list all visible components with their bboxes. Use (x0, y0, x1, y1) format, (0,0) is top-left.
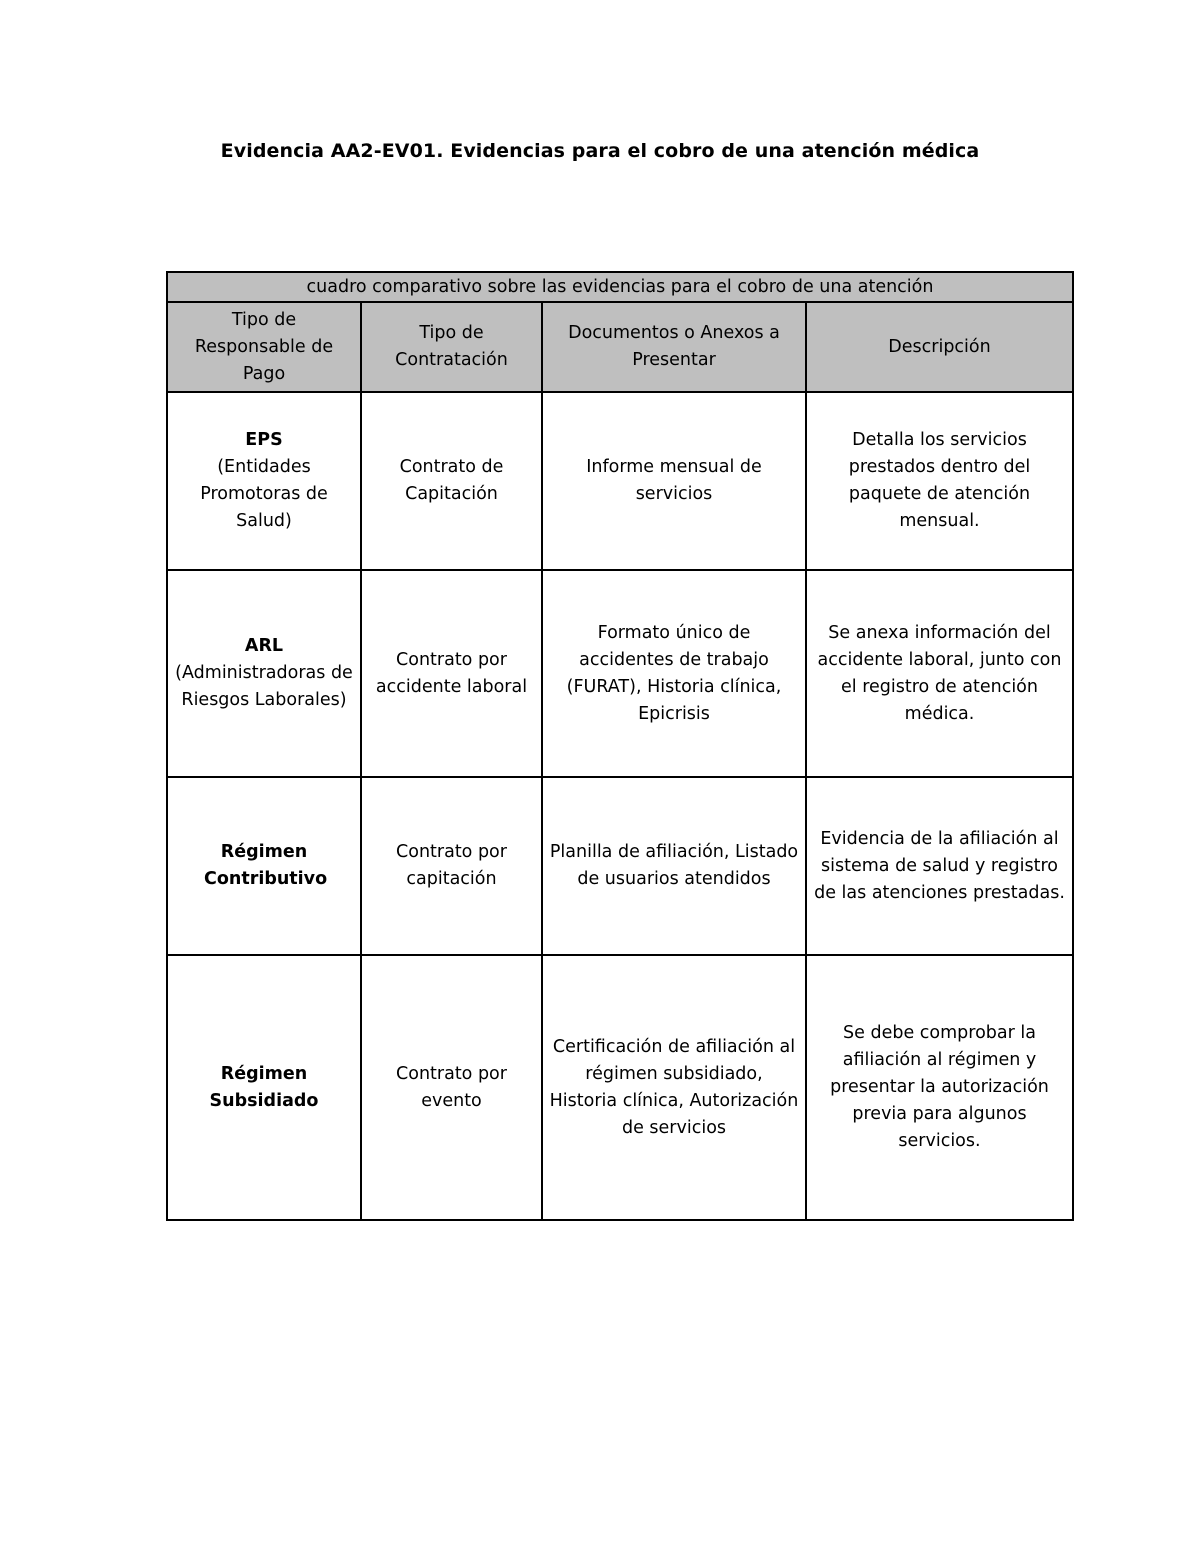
comparison-table (166, 271, 1074, 1221)
table-row (167, 570, 1073, 777)
cell-descripcion: Detalla los servicios prestados dentro del paquete de atención mensual. (806, 392, 1073, 570)
header-contratacion: Tipo de Contratación (361, 302, 542, 392)
header-descripcion: Descripción (806, 302, 1073, 392)
cell-descripcion: Se anexa información del accidente laboral, junto con el registro de atención médica. (806, 570, 1073, 777)
cell-documentos: Planilla de afiliación, Listado de usuarios atendidos (542, 777, 806, 955)
header-responsable: Tipo de Responsable de Pago (167, 302, 361, 392)
cell-descripcion: Evidencia de la afiliación al sistema de salud y registro de las atenciones prestadas. (806, 777, 1073, 955)
cell-documentos: Certificación de afiliación al régimen subsidiado, Historia clínica, Autorización de servicios (542, 955, 806, 1220)
responsable-name: Régimen Contributivo (204, 842, 328, 889)
cell-contratacion: Contrato de Capitación (361, 392, 542, 570)
cell-responsable (167, 570, 361, 777)
cell-responsable (167, 955, 361, 1220)
cell-descripcion: Se debe comprobar la afiliación al régimen y presentar la autorización previa para algunos servicios. (806, 955, 1073, 1220)
cell-contratacion: Contrato por accidente laboral (361, 570, 542, 777)
table-row (167, 392, 1073, 570)
cell-documentos: Informe mensual de servicios (542, 392, 806, 570)
cell-contratacion: Contrato por evento (361, 955, 542, 1220)
responsable-name: ARL (244, 636, 284, 656)
document-title: Evidencia AA2-EV01. Evidencias para el cobro de una atención médica (220, 140, 980, 162)
table-caption: cuadro comparativo sobre las evidencias para el cobro de una atención (167, 272, 1073, 302)
table-caption-row (167, 272, 1073, 302)
responsable-name: EPS (245, 430, 283, 450)
cell-responsable (167, 777, 361, 955)
cell-contratacion: Contrato por capitación (361, 777, 542, 955)
header-documentos: Documentos o Anexos a Presentar (542, 302, 806, 392)
responsable-detail: (Entidades Promotoras de Salud) (200, 457, 328, 531)
cell-responsable (167, 392, 361, 570)
table-row (167, 955, 1073, 1220)
responsable-detail: (Administradoras de Riesgos Laborales) (175, 663, 353, 710)
table-header-row (167, 302, 1073, 392)
table-row (167, 777, 1073, 955)
cell-documentos: Formato único de accidentes de trabajo (FURAT), Historia clínica, Epicrisis (542, 570, 806, 777)
responsable-name: Régimen Subsidiado (209, 1063, 319, 1111)
